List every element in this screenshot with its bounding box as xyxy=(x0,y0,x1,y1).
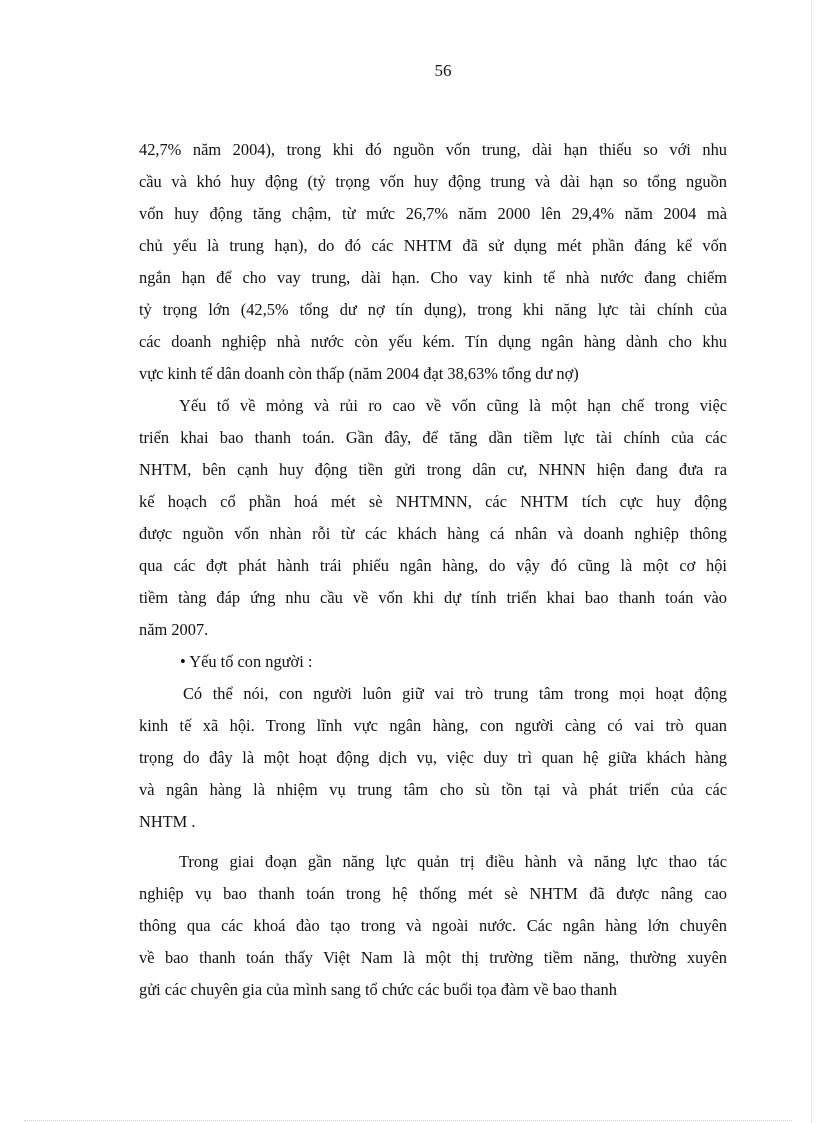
paragraph-gap xyxy=(139,838,727,846)
text-line: tiềm tàng đáp ứng nhu cầu về vốn khi dự tính triển khai bao thanh toán vào xyxy=(139,588,727,607)
text-line: các doanh nghiệp nhà nước còn yếu kém. Tín dụng ngân hàng dành cho khu xyxy=(139,332,727,351)
bullet-item xyxy=(139,646,727,678)
page-number: 56 xyxy=(434,61,452,80)
document-body xyxy=(139,134,727,1006)
text-line: và ngân hàng là nhiệm vụ trung tâm cho sù tồn tại và phát triển của các xyxy=(139,780,727,799)
bullet-text: Yếu tố con người : xyxy=(189,652,313,671)
text-line: ngắn hạn để cho vay trung, dài hạn. Cho vay kinh tế nhà nước đang chiếm xyxy=(139,268,727,287)
text-line: Yếu tố về mỏng và rủi ro cao về vốn cũng là một hạn chế trong việc xyxy=(179,396,727,415)
text-line: kế hoạch cổ phần hoá mét sè NHTMNN, các NHTM tích cực huy động xyxy=(139,492,727,511)
bullet-icon: • xyxy=(180,652,186,671)
page-bottom-rule xyxy=(24,1120,792,1121)
text-line: kinh tế xã hội. Trong lĩnh vực ngân hàng, con người càng có vai trò quan xyxy=(139,716,727,735)
text-line: qua các đợt phát hành trái phiếu ngân hàng, do vậy đó cũng là một cơ hội xyxy=(139,556,727,575)
text-line: Trong giai đoạn gần năng lực quản trị điều hành và năng lực thao tác xyxy=(179,852,727,871)
text-line: triển khai bao thanh toán. Gần đây, để tăng dần tiềm lực tài chính của các xyxy=(139,428,727,447)
text-line: trọng do đây là một hoạt động dịch vụ, việc duy trì quan hệ giữa khách hàng xyxy=(139,748,727,767)
text-line: thông qua các khoá đào tạo trong và ngoài nước. Các ngân hàng lớn chuyên xyxy=(139,916,727,935)
text-line: chủ yếu là trung hạn), do đó các NHTM đã sử dụng mét phần đáng kể vốn xyxy=(139,236,727,255)
text-line: vốn huy động tăng chậm, từ mức 26,7% năm 2000 lên 29,4% năm 2004 mà xyxy=(139,204,727,223)
text-line: gửi các chuyên gia của mình sang tổ chức các buổi tọa đàm về bao thanh xyxy=(139,980,617,999)
text-line: vực kinh tế dân doanh còn thấp (năm 2004 đạt 38,63% tổng dư nợ) xyxy=(139,364,579,383)
text-line: tỷ trọng lớn (42,5% tổng dư nợ tín dụng), trong khi năng lực tài chính của xyxy=(139,300,727,319)
text-line: NHTM . xyxy=(139,812,196,831)
text-line: 42,7% năm 2004), trong khi đó nguồn vốn trung, dài hạn thiếu so với nhu xyxy=(139,140,727,159)
text-line: nghiệp vụ bao thanh toán trong hệ thống mét sè NHTM đã được nâng cao xyxy=(139,884,727,903)
text-line: năm 2007. xyxy=(139,620,209,639)
text-line: NHTM, bên cạnh huy động tiền gửi trong dân cư, NHNN hiện đang đưa ra xyxy=(139,460,727,479)
text-line: được nguồn vốn nhàn rỗi từ các khách hàng cá nhân và doanh nghiệp thông xyxy=(139,524,727,543)
text-line: về bao thanh toán thấy Việt Nam là một thị trường tiềm năng, thường xuyên xyxy=(139,948,727,967)
page-right-rule xyxy=(811,0,812,1123)
text-line: Có thể nói, con người luôn giữ vai trò trung tâm trong mọi hoạt động xyxy=(183,684,727,703)
text-line: cầu và khó huy động (tỷ trọng vốn huy động trung và dài hạn so tổng nguồn xyxy=(139,172,727,191)
